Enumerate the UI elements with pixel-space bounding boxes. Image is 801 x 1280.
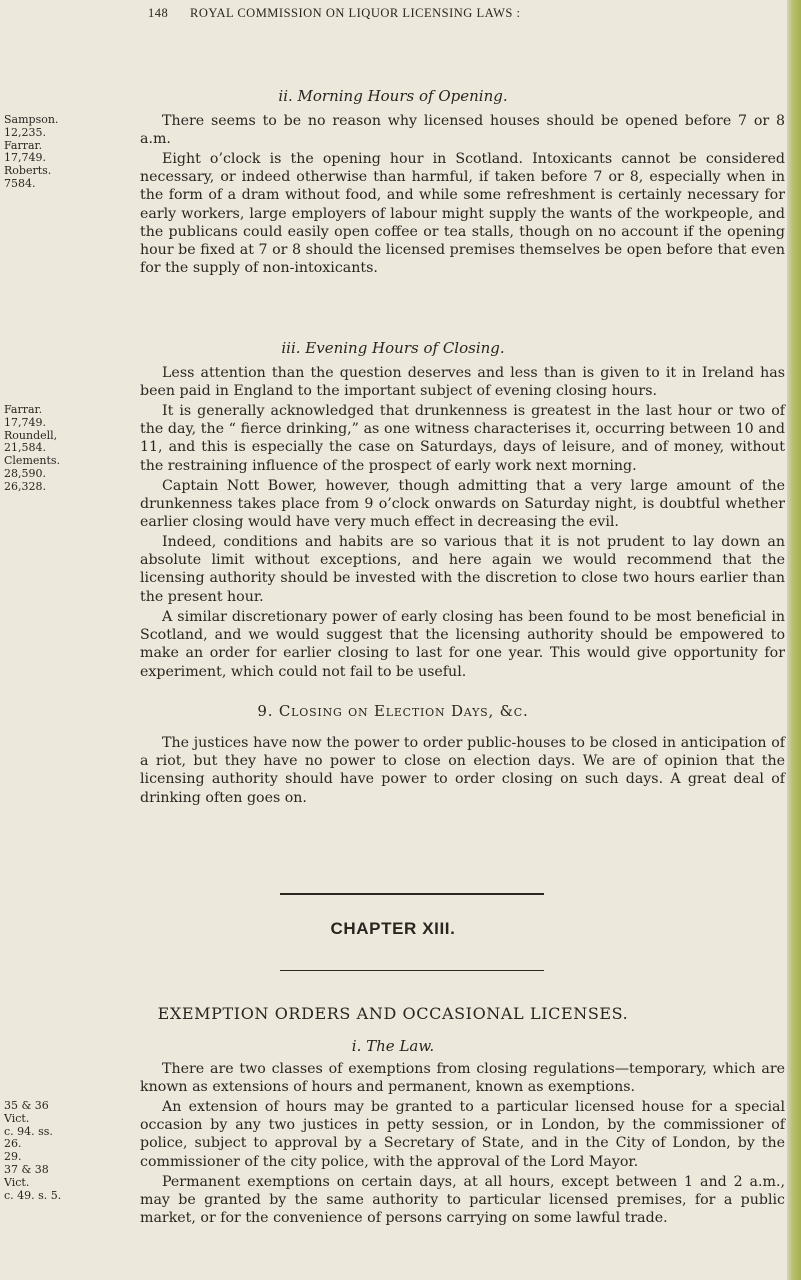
page-edge	[787, 0, 801, 1280]
divider-rule	[280, 893, 544, 895]
paragraph: There seems to be no reason why licensed houses should be opened before 7 or 8 a.m.	[140, 113, 785, 148]
chapter-title: CHAPTER XIII.	[330, 919, 456, 938]
section-heading-evening: iii. Evening Hours of Closing.	[281, 339, 505, 357]
paragraph: An extension of hours may be granted to a particular licensed house for a special occasion by any two justices in petty session, or in London, by the commissioner of police, subject to approval by a Secretary of State, and in the City of London, by the commissioner of the city police, with the approval of the Lord Mayor.	[140, 1099, 785, 1170]
margin-note-morning: Sampson. 12,235. Farrar. 17,749. Roberts. 7584.	[4, 113, 59, 190]
page-header	[0, 6, 801, 28]
paragraph: Permanent exemptions on certain days, at all hours, except between 1 and 2 a.m., may be granted by the same authority to particular licensed premises, for a public market, or for the convenience of persons carrying on some lawful trade.	[140, 1174, 785, 1227]
paragraph: Eight o’clock is the opening hour in Scotland. Intoxicants cannot be considered necessary, or indeed otherwise than harmful, if taken before 7 or 8, especially when in the form of a dram without food, and while some refreshment is certainly necessary for early workers, large employers of labour might supply the wants of the workpeople, and the publicans could easily open coffee or tea stalls, though on no account if the opening hour be fixed at 7 or 8 should the licensed premises themselves be open before that even for the supply of non-intoxicants.	[140, 151, 785, 277]
margin-note-evening: Farrar. 17,749. Roundell, 21,584. Clements. 28,590. 26,328.	[4, 403, 61, 493]
paragraph: It is generally acknowledged that drunkenness is greatest in the last hour or two of the day, the “ fierce drinking,” as one witness characterises it, occurring between 10 and 11, and this is especially the case on Saturdays, days of leisure, and of money, without the restraining influence of the prospect of early work next morning.	[140, 403, 785, 474]
divider-rule	[280, 970, 544, 971]
section-heading-election: 9. Closing on Election Days, &c.	[257, 702, 529, 720]
paragraph: Less attention than the question deserves and less than is given to it in Ireland has been paid in England to the important subject of evening closing hours.	[140, 365, 785, 400]
paragraph: The justices have now the power to order public-houses to be closed in anticipation of a riot, but they have no power to close on election days. We are of opinion that the licensing authority should have power to order closing on such days. A great deal of drinking often goes on.	[140, 735, 785, 806]
margin-note-law: 35 & 36 Vict. c. 94. ss. 26. 29. 37 & 38 Vict. c. 49. s. 5.	[4, 1099, 62, 1202]
paragraph: A similar discretionary power of early closing has been found to be most beneficial in Scotland, and we would suggest that the licensing authority should be empowered to make an order for earlier closing to last for one year. This would give opportunity for experiment, which could not fail to be useful.	[140, 609, 785, 680]
chapter-subtitle: EXEMPTION ORDERS AND OCCASIONAL LICENSES.	[157, 1004, 629, 1023]
page-number: 148	[148, 6, 169, 20]
paragraph: There are two classes of exemptions from closing regulations—temporary, which are known as extensions of hours and permanent, known as exemptions.	[140, 1061, 785, 1096]
running-title: ROYAL COMMISSION ON LIQUOR LICENSING LAWS :	[190, 6, 521, 20]
paragraph: Captain Nott Bower, however, though admitting that a very large amount of the drunkenness takes place from 9 o’clock onwards on Saturday night, is doubtful whether earlier closing would have very much effect in decreasing the evil.	[140, 478, 785, 531]
paragraph: Indeed, conditions and habits are so various that it is not prudent to lay down an absolute limit without exceptions, and here again we would recommend that the licensing authority should be invested with the discretion to close two hours earlier than the present hour.	[140, 534, 785, 605]
section-heading-morning: ii. Morning Hours of Opening.	[278, 87, 508, 105]
section-heading-law: i. The Law.	[351, 1037, 435, 1055]
